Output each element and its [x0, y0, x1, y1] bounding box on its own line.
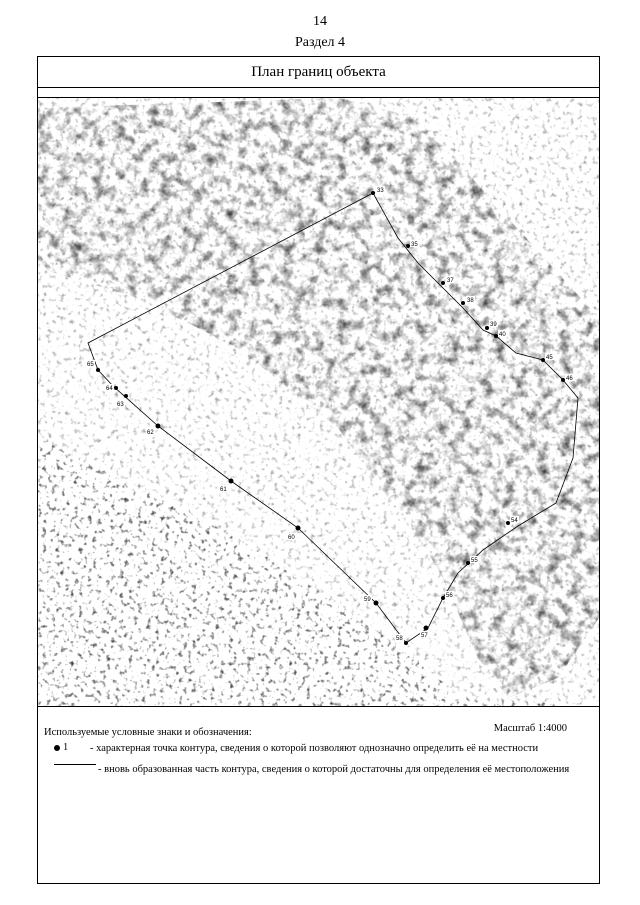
legend-line-row [54, 763, 594, 776]
point-label: 55 [471, 558, 478, 564]
point-label: 65 [87, 362, 94, 368]
map-svg [38, 98, 599, 706]
point-label: 38 [467, 298, 474, 304]
boundary-point [374, 601, 379, 606]
plan-title: План границ объекта [38, 57, 599, 88]
legend-point-row [54, 742, 594, 755]
boundary-point [506, 521, 510, 525]
line-symbol-icon [54, 764, 96, 765]
point-label: 60 [288, 535, 295, 541]
point-label: 45 [546, 355, 553, 361]
boundary-point [114, 386, 118, 390]
boundary-point [494, 334, 498, 338]
boundary-point [156, 424, 161, 429]
point-label: 54 [511, 518, 518, 524]
boundary-point [296, 526, 301, 531]
boundary-point [229, 479, 234, 484]
map-scale: Масштаб 1:4000 [493, 723, 567, 734]
point-label: 39 [490, 322, 497, 328]
point-label: 61 [220, 487, 227, 493]
point-label: 59 [364, 597, 371, 603]
document-frame [37, 56, 600, 884]
point-label: 64 [106, 386, 113, 392]
point-dot-icon [54, 745, 60, 751]
point-label: 37 [447, 278, 454, 284]
boundary-point [485, 326, 489, 330]
boundary-point [441, 596, 445, 600]
boundary-point [441, 281, 445, 285]
aerial-map [38, 97, 599, 707]
point-label: 58 [396, 636, 403, 642]
point-label: 56 [446, 593, 453, 599]
point-label: 33 [377, 188, 384, 194]
point-label: 35 [411, 242, 418, 248]
boundary-point [124, 394, 128, 398]
legend-point-text: - характерная точка контура, сведения о которой позволяют однозначно определить её на местности [90, 743, 539, 754]
boundary-point [371, 191, 375, 195]
legend-point-number: 1 [63, 742, 69, 753]
boundary-point [561, 378, 565, 382]
boundary-point [406, 244, 410, 248]
legend-line-text: - вновь образованная часть контура, сведения о которой достаточны для определения её местоположения [98, 764, 570, 775]
boundary-point [404, 641, 408, 645]
point-label: 40 [499, 332, 506, 338]
boundary-point [424, 626, 429, 631]
boundary-point [541, 358, 545, 362]
legend-heading: Используемые условные знаки и обозначения: [44, 727, 252, 738]
page-number: 14 [313, 14, 327, 29]
point-label: 62 [147, 430, 154, 436]
point-label: 63 [117, 402, 124, 408]
boundary-point [96, 368, 100, 372]
boundary-point [466, 561, 470, 565]
section-heading: Раздел 4 [294, 35, 346, 50]
point-label: 46 [566, 376, 573, 382]
legend-point-symbol [54, 742, 90, 753]
point-label: 57 [421, 633, 428, 639]
boundary-point [461, 301, 465, 305]
